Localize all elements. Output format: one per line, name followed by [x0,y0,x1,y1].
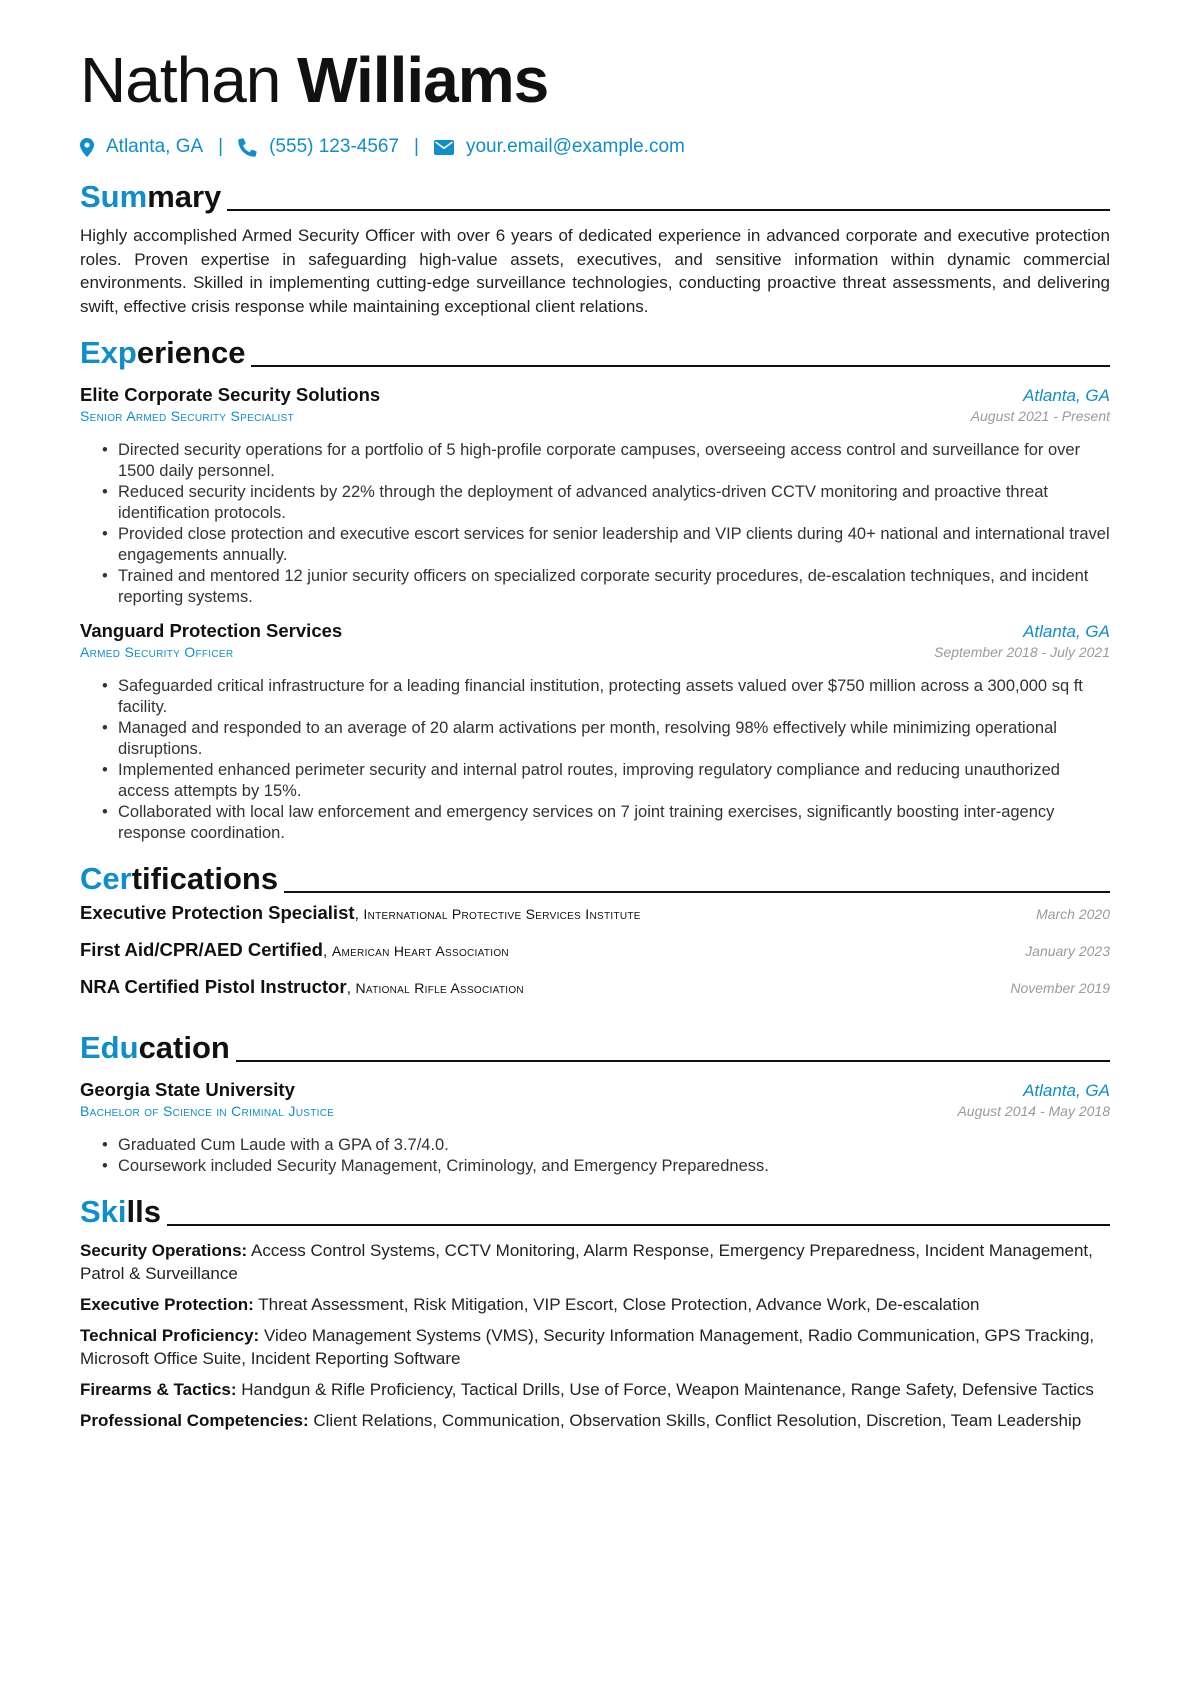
skill-row [80,1239,1110,1285]
experience-entry [80,620,1110,844]
section-rule [236,1060,1110,1062]
job-dates: September 2018 - July 2021 [934,644,1110,660]
certification-item: NRA Certified Pistol Instructor, National Rifle Association November 2019 [80,976,1110,997]
candidate-name [80,0,1110,122]
certification-issuer: National Rifle Association [355,980,524,996]
school-location: Atlanta, GA [1023,1081,1110,1100]
envelope-icon [434,140,454,155]
job-location: Atlanta, GA [1023,386,1110,405]
section-rule [284,891,1110,893]
skill-items: Video Management Systems (VMS), Security Information Management, Radio Communication, GPS Tracking, Microsoft Office Suite, Incident Reporting Software [80,1326,1095,1368]
certification-name: First Aid/CPR/AED Certified [80,939,323,960]
bullet-item: • Reduced security incidents by 22% through the deployment of advanced analytics-driven CCTV monitoring and proactive threat identification protocols. [118,482,1110,524]
experience-entry [80,384,1110,608]
certification-name: NRA Certified Pistol Instructor [80,976,347,997]
certification-issuer: International Protective Services Institute [363,906,641,922]
skill-items: Handgun & Rifle Proficiency, Tactical Drills, Use of Force, Weapon Maintenance, Range Safety, Defensive Tactics [241,1380,1094,1399]
job-bullets [80,440,1110,608]
bullet-item: • Directed security operations for a portfolio of 5 high-profile corporate campuses, overseeing access control and surveillance for over 1500 daily personnel. [118,440,1110,482]
map-pin-icon [80,138,94,157]
certifications-section [80,854,1110,1013]
education-entry [80,1079,1110,1177]
section-title-certifications: Certifications [80,861,279,896]
certification-item: First Aid/CPR/AED Certified, American Heart Association January 2023 [80,939,1110,960]
skill-category: Security Operations: [80,1241,248,1260]
contact-phone[interactable] [238,136,399,158]
skill-items: Client Relations, Communication, Observation Skills, Conflict Resolution, Discretion, Team Leadership [313,1411,1082,1430]
bullet-item: • Safeguarded critical infrastructure for a leading financial institution, protecting assets valued over $750 million across a 300,000 sq ft facility. [118,676,1110,718]
education-section [80,1023,1110,1177]
certification-name: Executive Protection Specialist [80,902,355,923]
section-title-education: Education [80,1030,230,1065]
certification-date: November 2019 [1010,980,1110,996]
certification-date: January 2023 [1025,943,1110,959]
email-text: your.email@example.com [465,136,685,157]
bullet-item: • Trained and mentored 12 junior security officers on specialized corporate security procedures, de-escalation techniques, and incident reporting systems. [118,566,1110,608]
skill-row [80,1293,1110,1316]
section-header [80,172,1110,216]
company-name: Elite Corporate Security Solutions [80,384,381,405]
contact-email[interactable] [434,136,685,158]
experience-section [80,328,1110,844]
skill-category: Technical Proficiency: [80,1326,260,1345]
section-title-skills: Skills [80,1194,161,1229]
degree-title: Bachelor of Science in Criminal Justice [80,1103,335,1119]
skills-section [80,1187,1110,1432]
skill-items: Access Control Systems, CCTV Monitoring, Alarm Response, Emergency Preparedness, Incident Management, Patrol & Surveillance [80,1241,1093,1283]
summary-section [80,172,1110,318]
bullet-item: • Collaborated with local law enforcement and emergency services on 7 joint training exercises, significantly boosting inter-agency response coordination. [118,802,1110,844]
contact-location [80,136,203,158]
section-title-experience: Experience [80,335,246,370]
contact-separator: | [414,136,419,157]
section-header [80,328,1110,372]
bullet-item: • Managed and responded to an average of 20 alarm activations per month, resolving 98% effectively while minimizing operational disruptions. [118,718,1110,760]
skill-category: Executive Protection: [80,1295,254,1314]
skill-category: Firearms & Tactics: [80,1380,237,1399]
phone-icon [238,138,257,157]
phone-text: (555) 123-4567 [269,136,400,157]
certification-date: March 2020 [1036,906,1110,922]
school-name: Georgia State University [80,1079,295,1100]
section-header [80,854,1110,898]
job-dates: August 2021 - Present [970,408,1110,424]
location-text: Atlanta, GA [106,136,204,157]
bullet-item: • Implemented enhanced perimeter security and internal patrol routes, improving regulatory compliance and reducing unauthorized access attempts by 15%. [118,760,1110,802]
skill-row [80,1378,1110,1401]
contact-separator: | [218,136,224,157]
skill-items: Threat Assessment, Risk Mitigation, VIP Escort, Close Protection, Advance Work, De-escalation [258,1295,980,1314]
summary-text: Highly accomplished Armed Security Officer with over 6 years of dedicated experience in advanced corporate and executive protection roles. Proven expertise in safeguarding high-value assets, executives, and sensitive information within dynamic commercial environments. Skilled in implementing cutting-edge surveillance technologies, conducting proactive threat assessments, and delivering swift, effective crisis response while maintaining exceptional client relations. [80,226,1110,316]
job-bullets [80,676,1110,844]
job-title: Senior Armed Security Specialist [80,408,294,424]
skill-row [80,1324,1110,1370]
certification-issuer: American Heart Association [331,943,509,959]
certification-item: Executive Protection Specialist, International Protective Services Institute March 2020 [80,902,1110,923]
section-rule [227,209,1110,211]
section-title-summary: Summary [80,179,222,214]
last-name: Williams [297,44,549,116]
job-title: Armed Security Officer [80,644,234,660]
bullet-item: • Graduated Cum Laude with a GPA of 3.7/4.0. [118,1135,1110,1156]
skill-category: Professional Competencies: [80,1411,309,1430]
section-header [80,1023,1110,1067]
section-rule [251,365,1110,367]
job-location: Atlanta, GA [1023,622,1110,641]
company-name: Vanguard Protection Services [80,620,343,641]
skill-row [80,1409,1110,1432]
section-header [80,1187,1110,1231]
contact-line [80,132,1110,162]
bullet-item: • Coursework included Security Management, Criminology, and Emergency Preparedness. [118,1156,1110,1177]
education-bullets [80,1135,1110,1177]
first-name: Nathan [80,44,281,116]
section-rule [167,1224,1110,1226]
education-dates: August 2014 - May 2018 [957,1103,1110,1119]
bullet-item: • Provided close protection and executive escort services for senior leadership and VIP clients during 40+ national and international travel engagements annually. [118,524,1110,566]
